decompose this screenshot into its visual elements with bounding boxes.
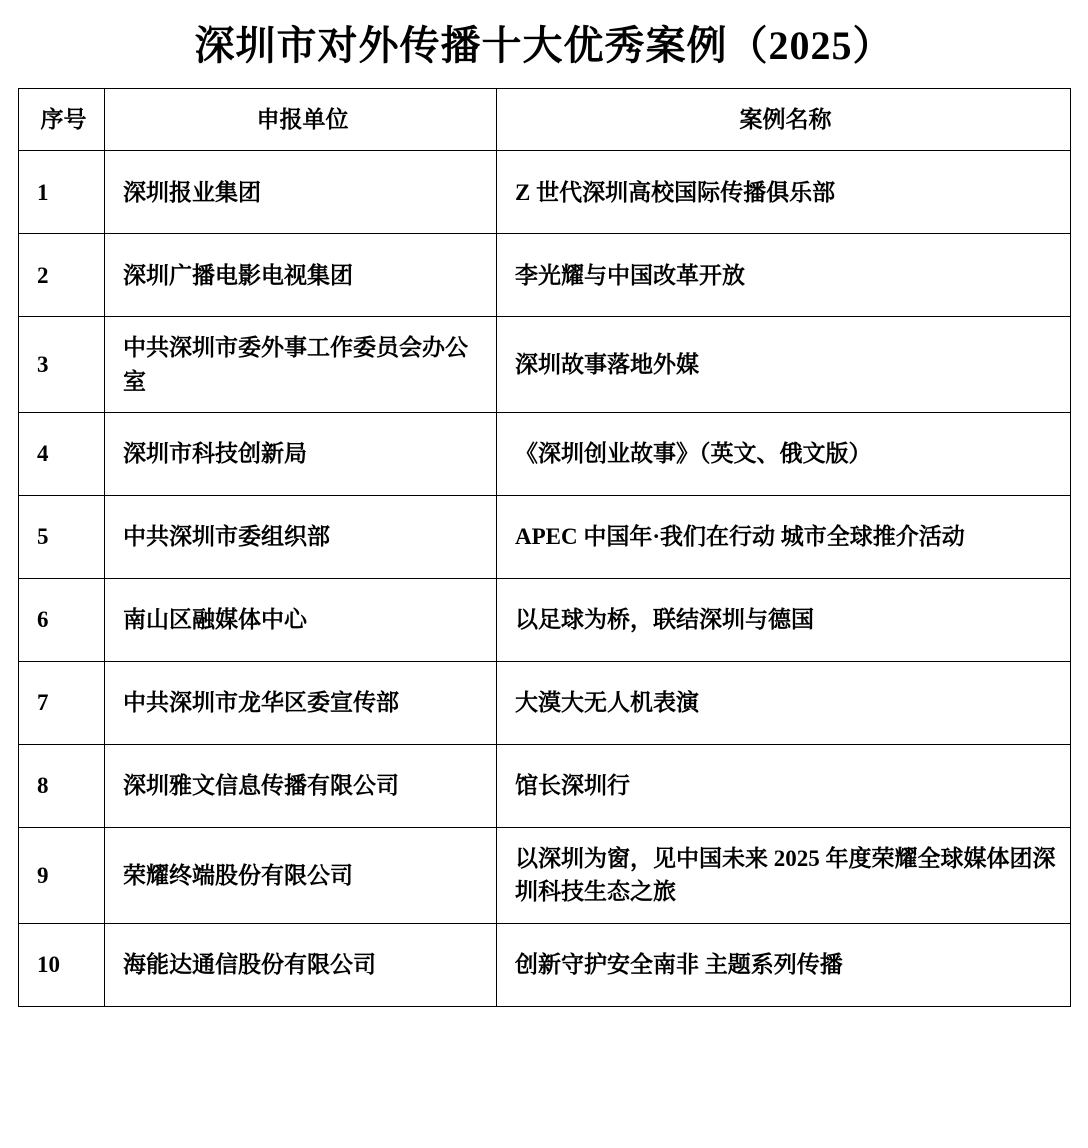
table-row — [19, 413, 1071, 496]
cell-name: 以深圳为窗，见中国未来 2025 年度荣耀全球媒体团深圳科技生态之旅 — [497, 828, 1071, 924]
cell-name: 深圳故事落地外媒 — [497, 317, 1071, 413]
cell-unit: 荣耀终端股份有限公司 — [105, 828, 497, 924]
cell-no: 7 — [19, 662, 105, 745]
cell-unit: 深圳报业集团 — [105, 151, 497, 234]
cell-no: 4 — [19, 413, 105, 496]
table-row — [19, 828, 1071, 924]
cell-no: 10 — [19, 923, 105, 1006]
cell-name: 大漠大无人机表演 — [497, 662, 1071, 745]
cell-unit: 海能达通信股份有限公司 — [105, 923, 497, 1006]
page-title: 深圳市对外传播十大优秀案例（2025） — [194, 23, 894, 68]
cell-unit: 南山区融媒体中心 — [105, 579, 497, 662]
cell-unit: 中共深圳市委组织部 — [105, 496, 497, 579]
cell-unit: 深圳雅文信息传播有限公司 — [105, 745, 497, 828]
cell-name: 李光耀与中国改革开放 — [497, 234, 1071, 317]
cell-unit: 深圳市科技创新局 — [105, 413, 497, 496]
cell-unit: 中共深圳市龙华区委宣传部 — [105, 662, 497, 745]
table-row — [19, 745, 1071, 828]
table-header — [19, 89, 1071, 151]
column-header-no: 序号 — [19, 89, 105, 151]
cell-name: Z 世代深圳高校国际传播俱乐部 — [497, 151, 1071, 234]
table-header-row — [19, 89, 1071, 151]
table-body — [19, 151, 1071, 1006]
table-row — [19, 923, 1071, 1006]
cell-name: APEC 中国年·我们在行动 城市全球推介活动 — [497, 496, 1071, 579]
table-row — [19, 151, 1071, 234]
cell-name: 创新守护安全南非 主题系列传播 — [497, 923, 1071, 1006]
cell-unit: 中共深圳市委外事工作委员会办公室 — [105, 317, 497, 413]
cell-no: 3 — [19, 317, 105, 413]
cases-table — [18, 88, 1071, 1007]
cell-no: 2 — [19, 234, 105, 317]
cell-name: 以足球为桥，联结深圳与德国 — [497, 579, 1071, 662]
table-row — [19, 317, 1071, 413]
column-header-unit: 申报单位 — [105, 89, 497, 151]
cell-name: 《深圳创业故事》（英文、俄文版） — [497, 413, 1071, 496]
table-row — [19, 496, 1071, 579]
cell-no: 1 — [19, 151, 105, 234]
column-header-name: 案例名称 — [497, 89, 1071, 151]
cell-no: 5 — [19, 496, 105, 579]
cell-no: 8 — [19, 745, 105, 828]
table-row — [19, 579, 1071, 662]
cell-unit: 深圳广播电影电视集团 — [105, 234, 497, 317]
document-page — [0, 22, 1088, 1007]
cell-name: 馆长深圳行 — [497, 745, 1071, 828]
table-row — [19, 662, 1071, 745]
cell-no: 6 — [19, 579, 105, 662]
table-row — [19, 234, 1071, 317]
cell-no: 9 — [19, 828, 105, 924]
